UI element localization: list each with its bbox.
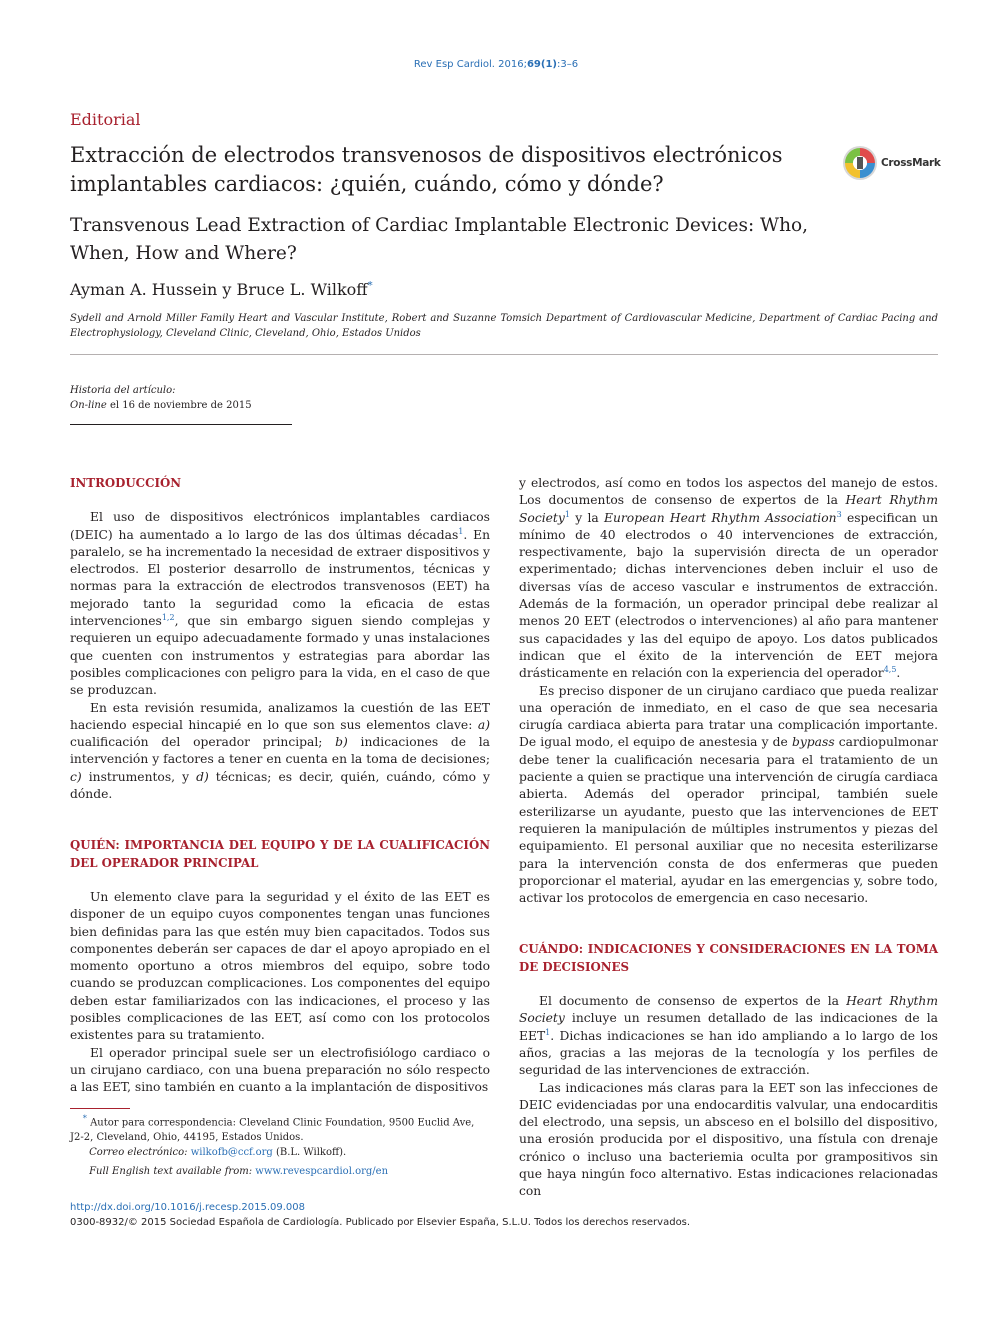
article-title-english: Transvenous Lead Extraction of Cardiac Implantable Electronic Devices: Who, When, How and Where? [70, 215, 809, 264]
citation-link[interactable]: 3 [836, 509, 842, 519]
cuando-heading: CUÁNDO: INDICACIONES Y CONSIDERACIONES EN LA TOMA DE DECISIONES [519, 942, 938, 974]
citation-link[interactable]: 1 [545, 1027, 551, 1037]
journal-reference[interactable] [0, 59, 992, 70]
email-link[interactable]: wilkofb@ccf.org [190, 1147, 273, 1159]
section-type-label: Editorial [70, 110, 141, 129]
article-title-spanish: Extracción de electrodos transvenosos de dispositivos electrónicos implantables cardiacos: ¿quién, cuándo, cómo y dónde? [70, 143, 783, 196]
english-text-note: Full English text available from: www.revespcardiol.org/en [89, 1166, 389, 1178]
citation-link[interactable]: 1 [458, 526, 464, 536]
header-divider [70, 354, 938, 355]
page-footer [70, 1200, 938, 1230]
article-history [70, 383, 252, 413]
intro-paragraph-2: En esta revisión resumida, analizamos la cuestión de las EET haciendo especial hincapié en lo que son sus elementos clave: a) cualificación del operador principal; b) indicaciones de la intervención y factores a tener en cuenta en la toma de decisiones; c) instrumentos, y d) técnicas; es decir, quién, cuándo, cómo y dónde. [70, 700, 491, 802]
quien-paragraph-2: El operador principal suele ser un electrofisiólogo cardiaco o un cirujano cardiaco, con una buena preparación no sólo respecto a las EET, sino también en cuanto a la implantación de dispositivos [70, 1045, 490, 1095]
left-column [70, 475, 490, 1097]
right-column [519, 475, 938, 1201]
cuando-paragraph-2: Las indicaciones más claras para la EET son las infecciones de DEIC evidenciadas por una endocarditis valvular, una endocarditis del electrodo, una sepsis, un absceso en el bolsillo del dispositivo, una erosión producida por el dispositivo, una fístula con drenaje crónico o incluso una bacteriemia oculta por grampositivos sin que haya ningún foco alternativo. Estas indicaciones relacionadas con [519, 1080, 938, 1199]
author-affiliation: Sydell and Arnold Miller Family Heart and Vascular Institute, Robert and Suzanne Tomsich Department of Cardiovascular Medicine, Department of Cardiac Pacing and Electrophysiology, Cleveland Clinic, Cleveland, Ohio, Estados Unidos [70, 313, 938, 339]
correspondence-note: * Autor para correspondencia: Cleveland Clinic Foundation, 9500 Euclid Ave, J2-2, Cleveland, Ohio, 44195, Estados Unidos. [70, 1113, 475, 1144]
journal-issue: (1) [540, 59, 557, 70]
history-label: Historia del artículo: [70, 385, 176, 396]
quien-heading: QUIÉN: IMPORTANCIA DEL EQUIPO Y DE LA CUALIFICACIÓN DEL OPERADOR PRINCIPAL [70, 838, 490, 870]
crossmark-label: CrossMark [881, 157, 941, 169]
copyright-notice: 0300-8932/© 2015 Sociedad Española de Cardiología. Publicado por Elsevier España, S.L.U. Todos los derechos reservados. [70, 1217, 691, 1228]
doi-link[interactable]: http://dx.doi.org/10.1016/j.recesp.2015.09.008 [70, 1202, 305, 1213]
journal-ref-prefix: Rev Esp Cardiol. 2016; [413, 59, 527, 70]
journal-volume: 69 [526, 59, 541, 70]
intro-heading: INTRODUCCIÓN [70, 476, 182, 490]
quien-paragraph-1: Un elemento clave para la seguridad y el éxito de las EET es disponer de un equipo cuyos componentes tengan unas funciones bien definidas para las que estén muy bien capacitados. Todos sus componentes deberán ser capaces de dar el apoyo apropiado en el momento oportuno a otros miembros del equipo, sobre todo cuando se produzcan complicaciones. Los componentes del equipo deben estar familiarizados con las indicaciones, el proceso y las posibles complicaciones de las EET, así como con los protocolos existentes para su tratamiento. [70, 889, 490, 1043]
citation-link[interactable]: 1,2 [161, 612, 175, 622]
crossmark-badge[interactable] [842, 143, 942, 183]
footnotes [70, 1111, 490, 1179]
history-divider [70, 424, 292, 425]
right-paragraph-1: y electrodos, así como en todos los aspectos del manejo de estos. Los documentos de consenso de expertos de la Heart Rhythm Society$^1$ y la European Heart Rhythm Association$^3$ especifican un mínimo de 40 electrodos o 40 intervenciones de extracción, respectivamente, bajo la supervisión directa de un operador experimentado; dichas intervenciones deben incluir el uso de diversas vías de acceso vascular e instrumentos de extracción. Además de la formación, un operador principal debe realizar al menos 20 EET (electrodos o intervenciones) al año para mantener sus capacidades y las del equipo de apoyo. Los datos publicados indican que el éxito de la intervención de EET mejora drásticamente en relación con la experiencia del operador$^{4,5}$. [519, 476, 938, 681]
email-note: Correo electrónico: wilkofb@ccf.org (B.L. Wilkoff). [89, 1147, 347, 1159]
cuando-paragraph-1: El documento de consenso de expertos de la Heart Rhythm Society incluye un resumen detallado de las indicaciones de la EET$^1$. Dichas indicaciones se han ido ampliando a lo largo de los años, gracias a las mejoras de la tecnología y los perfiles de seguridad de las intervenciones de extracción. [519, 994, 938, 1078]
online-label: On-line [70, 400, 107, 411]
journal-pages: :3–6 [556, 59, 579, 70]
right-paragraph-2: Es preciso disponer de un cirujano cardiaco que pueda realizar una operación de inmediato, en el caso de que sea necesaria cirugía cardiaca abierta para tratar una complicación importante. De igual modo, el equipo de anestesia y de bypass cardiopulmonar debe tener la cualificación necesaria para el tratamiento de un paciente a quien se practique una intervención de cirugía cardiaca abierta. Además del operador principal, también suele esterilizarse un ayudante, puesto que las intervenciones de EET requieren la manipulación de múltiples instrumentos y piezas del equipamiento. El personal auxiliar que no necesita esterilizarse para la intervención consta de dos enfermeras que pueden proporcionar el material, ayudar en las emergencias y, sobre todo, activar los protocolos de emergencia en caso necesario. [519, 683, 938, 906]
online-date: el 16 de noviembre de 2015 [106, 400, 252, 411]
author-list [70, 280, 373, 299]
citation-link[interactable]: 1 [564, 509, 570, 519]
english-text-link[interactable]: www.revespcardiol.org/en [255, 1166, 389, 1178]
citation-link[interactable]: 4,5 [883, 665, 897, 675]
intro-paragraph-1: El uso de dispositivos electrónicos implantables cardiacos (DEIC) ha aumentado a lo largo de las dos últimas décadas$^1$. En paralelo, se ha incrementado la necesidad de extraer dispositivos y electrodos. El posterior desarrollo de instrumentos, técnicas y normas para la extracción de electrodos transvenosos (EET) ha mejorado tanto la seguridad como la eficacia de estas intervenciones$^{1,2}$, que sin embargo siguen siendo complejas y requieren un equipo adecuadamente formado y unas instalaciones que cuenten con instrumentos y estrategias para abordar las posibles complicaciones con peligro para la vida, en el caso de que se produzcan. [70, 510, 490, 698]
author-names: Ayman A. Hussein y Bruce L. Wilkoff [70, 280, 368, 299]
corresponding-author-mark[interactable]: * [367, 280, 373, 292]
crossmark-icon [842, 145, 878, 181]
footnote-divider [70, 1108, 130, 1109]
